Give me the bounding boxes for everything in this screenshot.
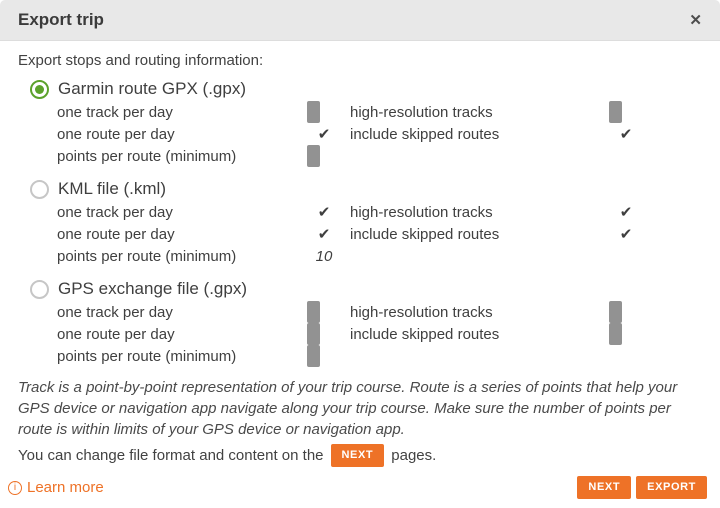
radio-button-garmin[interactable] (30, 80, 49, 99)
setting-label: one route per day (57, 225, 175, 243)
option-settings-kml (57, 201, 706, 267)
next-inline-button[interactable]: NEXT (331, 444, 385, 467)
setting-label: include skipped routes (350, 125, 500, 143)
dash-icon (307, 345, 320, 367)
option-settings-gpx (57, 301, 706, 367)
setting-label (341, 345, 609, 367)
radio-option-kml[interactable] (18, 177, 706, 201)
export-option-kml (18, 177, 706, 267)
setting-label: one route per day (57, 325, 175, 343)
dash-icon (307, 301, 320, 323)
option-label-garmin[interactable]: Garmin route GPX (.gpx) (58, 79, 247, 98)
option-label-kml[interactable]: KML file (.kml) (58, 179, 166, 198)
info-icon: i (8, 481, 22, 495)
dash-icon (307, 145, 320, 167)
dialog-header (0, 0, 720, 41)
empty-cell (609, 345, 643, 367)
radio-button-gpx[interactable] (30, 280, 49, 299)
learn-more-label: Learn more (27, 479, 104, 496)
hint-line (18, 444, 706, 467)
next-button[interactable]: NEXT (577, 476, 631, 499)
learn-more-link[interactable] (8, 479, 104, 496)
setting-label: high-resolution tracks (350, 103, 493, 121)
points-value: 10 (315, 247, 333, 265)
radio-option-gpx[interactable] (18, 277, 706, 301)
dash-icon (307, 323, 320, 345)
setting-label: one track per day (57, 103, 173, 121)
setting-label (341, 245, 609, 267)
dash-icon (307, 101, 320, 123)
footer-buttons (577, 476, 707, 499)
dash-icon (609, 301, 622, 323)
setting-label: include skipped routes (350, 225, 500, 243)
setting-label: one route per day (57, 125, 175, 143)
dialog-footer (0, 476, 720, 508)
setting-label: one track per day (57, 203, 173, 221)
export-option-gpx (18, 277, 706, 367)
check-icon: ✔ (619, 225, 633, 243)
export-option-garmin (18, 77, 706, 167)
setting-label: one track per day (57, 303, 173, 321)
dialog-title: Export trip (18, 10, 104, 29)
setting-label: points per route (minimum) (57, 347, 237, 365)
radio-button-kml[interactable] (30, 180, 49, 199)
setting-label: include skipped routes (350, 325, 500, 343)
intro-text: Export stops and routing information: (18, 52, 264, 69)
dash-icon (609, 323, 622, 345)
close-icon[interactable]: ✕ (689, 11, 702, 29)
setting-label: points per route (minimum) (57, 247, 237, 265)
option-settings-garmin (57, 101, 706, 167)
check-icon: ✔ (317, 225, 331, 243)
setting-label: high-resolution tracks (350, 303, 493, 321)
hint-text-after: pages. (391, 447, 437, 464)
setting-label: points per route (minimum) (57, 147, 237, 165)
option-label-gpx[interactable]: GPS exchange file (.gpx) (58, 279, 247, 298)
dash-icon (609, 101, 622, 123)
setting-label: high-resolution tracks (350, 203, 493, 221)
hint-text-before: You can change file format and content on the (18, 447, 324, 464)
setting-label (341, 145, 609, 167)
export-button[interactable]: EXPORT (636, 476, 707, 499)
explanation-note: Track is a point-by-point representation of your trip course. Route is a series of points that help your GPS device or navigation app navigate along your trip course. Make sure the number of points per route is within limits of your GPS device or navigation app. (18, 379, 678, 438)
check-icon: ✔ (317, 203, 331, 221)
check-icon: ✔ (619, 203, 633, 221)
check-icon: ✔ (317, 125, 331, 143)
empty-cell (609, 145, 643, 167)
check-icon: ✔ (619, 125, 633, 143)
empty-cell (609, 245, 643, 267)
radio-option-garmin[interactable] (18, 77, 706, 101)
dialog-body (0, 41, 720, 476)
